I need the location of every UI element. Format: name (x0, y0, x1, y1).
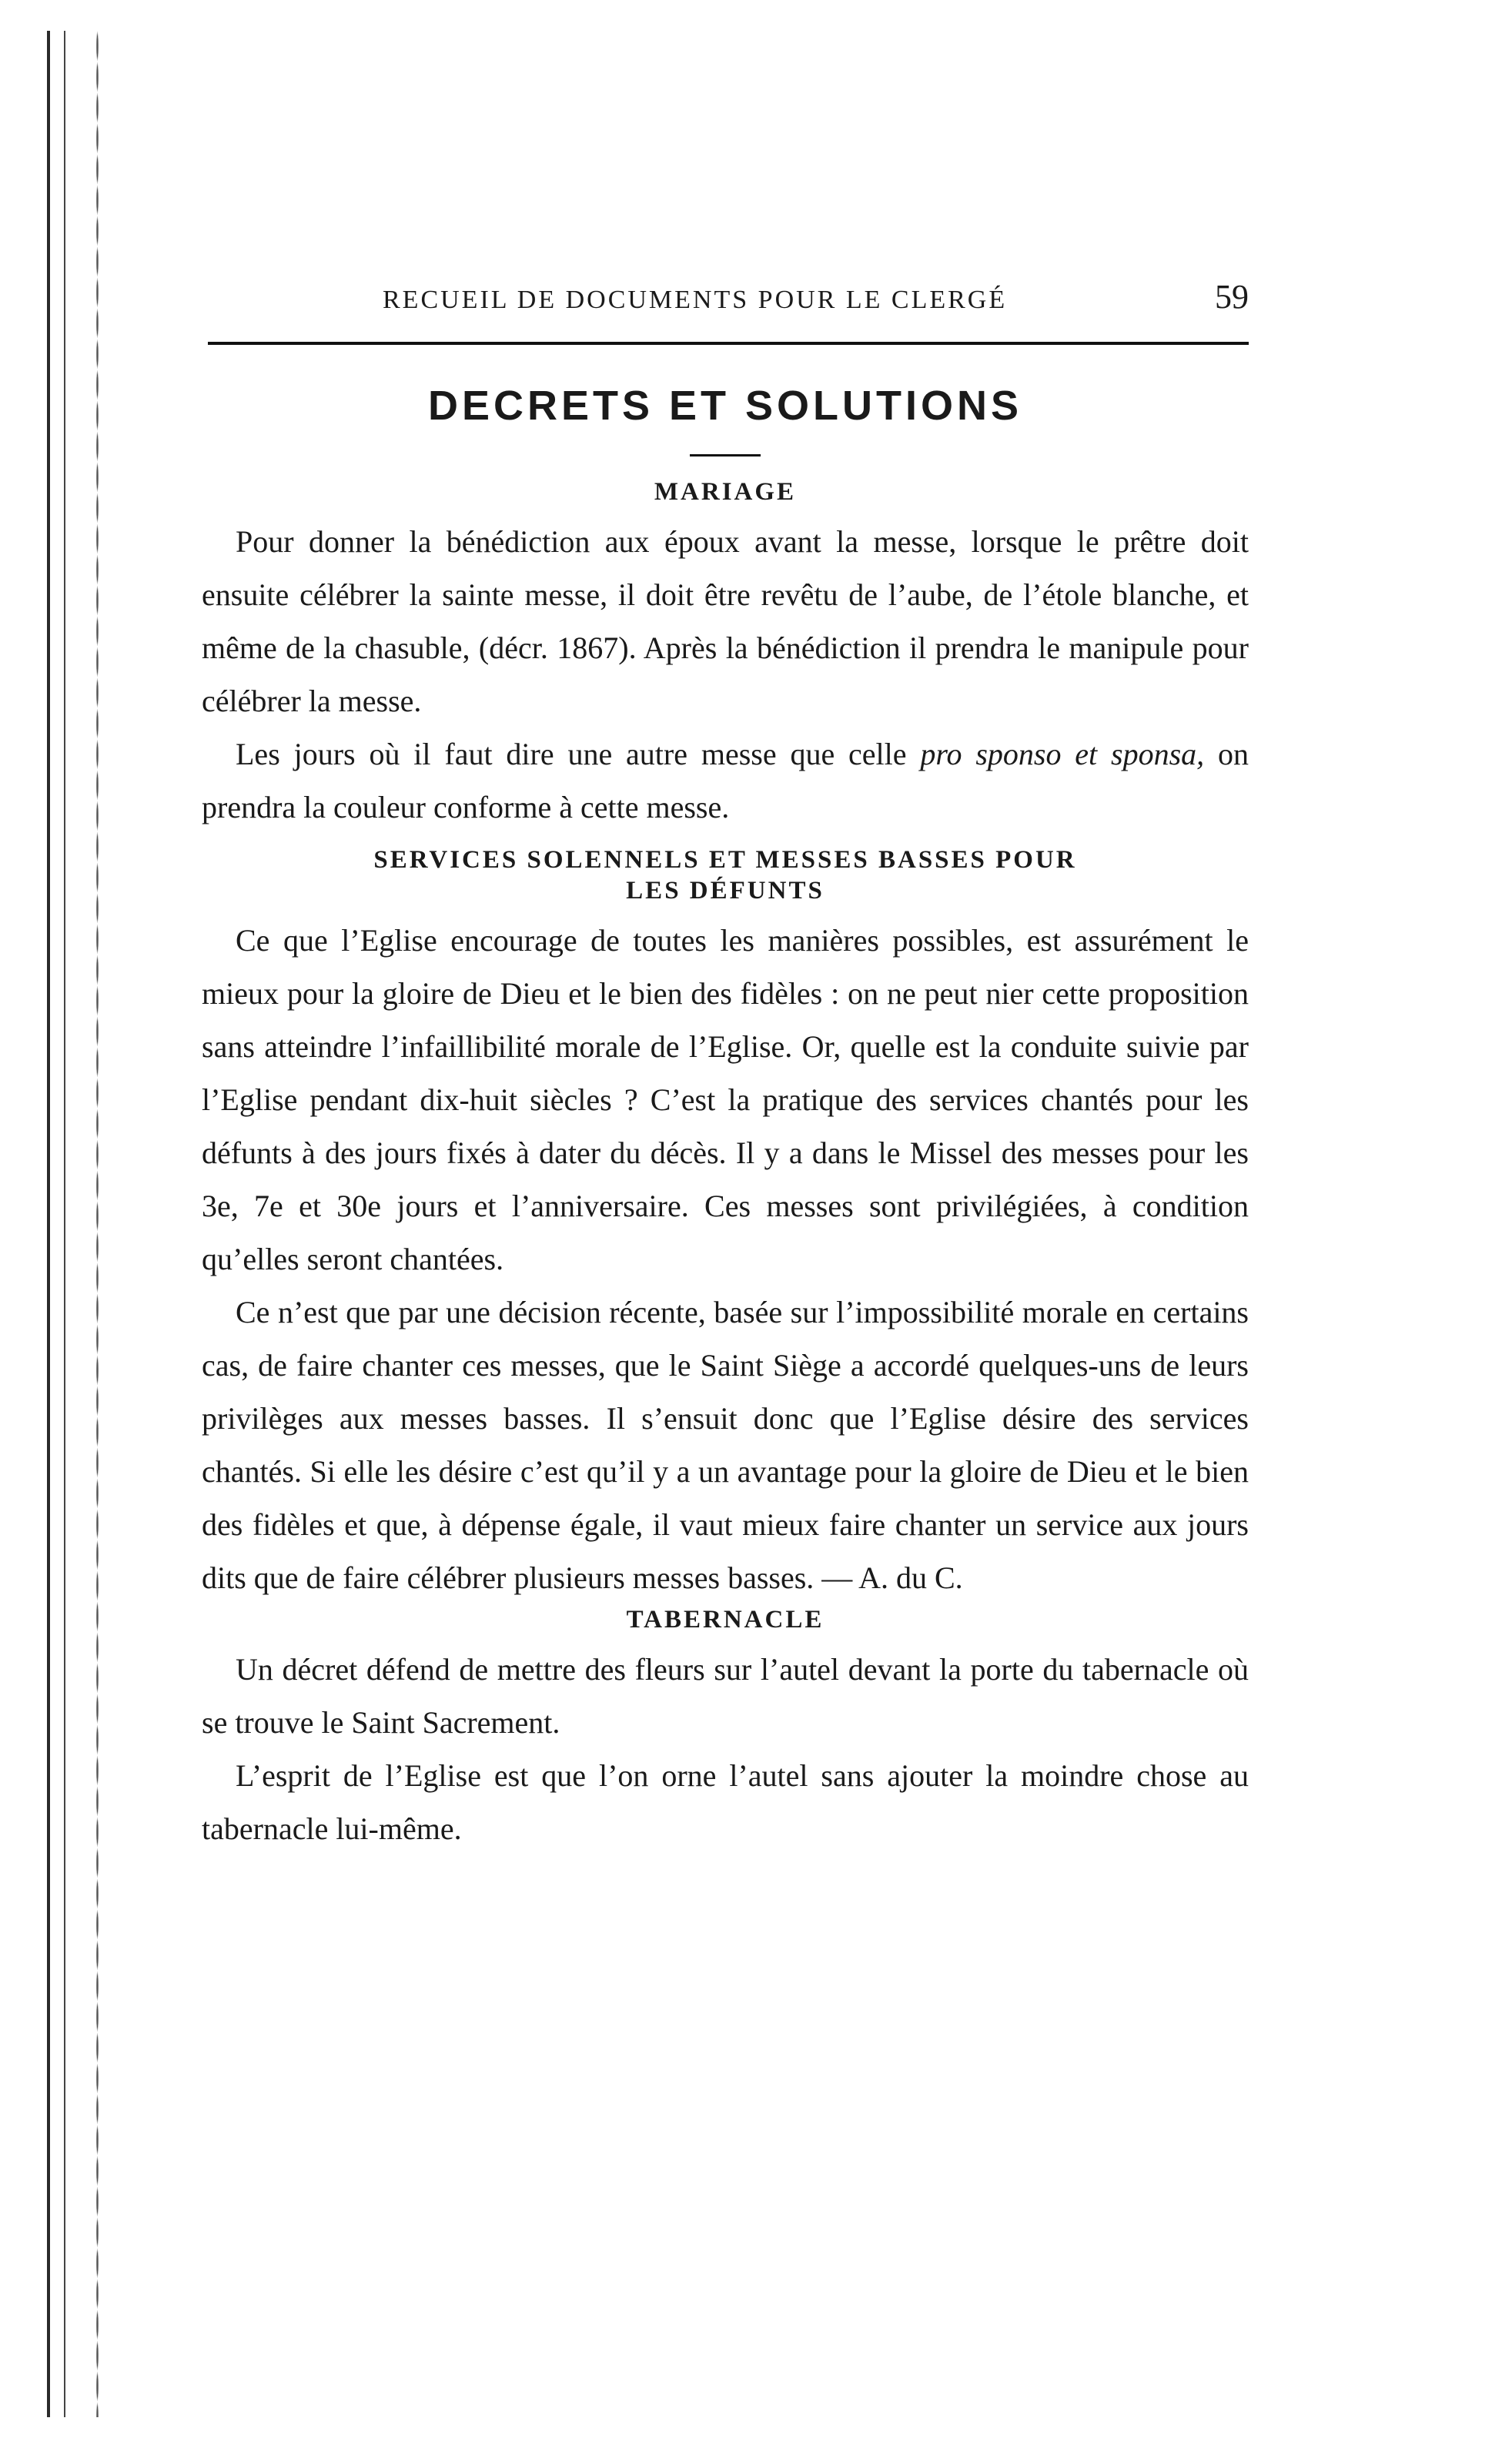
paragraph-text: Les jours où il faut dire une autre messe que celle (236, 737, 921, 771)
section-heading-tabernacle: TABERNACLE (626, 1606, 825, 1634)
section-mariage (202, 477, 1249, 834)
page (202, 277, 1249, 1855)
paragraph-italic: pro sponso et sponsa, (920, 737, 1205, 771)
title-rule (690, 454, 761, 456)
section-heading-services (202, 844, 1249, 906)
binding-edge (42, 31, 112, 2417)
running-head (202, 277, 1249, 331)
binding-line (47, 31, 50, 2417)
paragraph: L’esprit de l’Eglise est que l’on orne l’autel sans ajouter la moindre chose au tabernacle lui-même. (202, 1758, 1249, 1846)
paragraph-text: on prendra la couleur conforme à cette messe. (202, 737, 1249, 824)
main-title: DECRETS ET SOLUTIONS (427, 383, 1023, 429)
binding-line (64, 31, 65, 2417)
heading-line: LES DÉFUNTS (626, 877, 825, 905)
header-rule (208, 342, 1249, 345)
paragraph: Pour donner la bénédiction aux époux avant la messe, lorsque le prêtre doit ensuite célébrer la sainte messe, il doit être revêtu de l’aube, de l’étole blanche, et même de la chasuble, (décr. 1867). Après la bénédiction il prendra le manipule pour célébrer la messe. (202, 524, 1249, 718)
paragraph: Ce n’est que par une décision récente, basée sur l’impossibilité morale en certains cas, de faire chanter ces messes, que le Saint Siège a accordé quelques-uns de leurs privilèges aux messes basses. Il s’ensuit donc que l’Eglise désire des services chantés. Si elle les désire c’est qu’il y a un avantage pour la gloire de Dieu et le bien des fidèles et que, à dépense égale, il vaut mieux faire chanter un service aux jours dits que de faire célébrer plusieurs messes basses. — A. du C. (202, 1295, 1249, 1595)
heading-line: SERVICES SOLENNELS ET MESSES BASSES POUR (373, 846, 1077, 874)
section-heading-mariage: MARIAGE (654, 478, 797, 506)
running-title: RECUEIL DE DOCUMENTS POUR LE CLERGÉ (383, 286, 1008, 314)
page-number: 59 (1215, 278, 1249, 316)
paragraph (202, 727, 1249, 834)
binding-dots (96, 31, 99, 2417)
paragraph: Ce que l’Eglise encourage de toutes les manières possibles, est assurément le mieux pour la gloire de Dieu et le bien des fidèles : on ne peut nier cette proposition sans atteindre l’infaillibilité morale de l’Eglise. Or, quelle est la conduite suivie par l’Eglise pendant dix-huit siècles ? C’est la pratique des services chantés pour les défunts à des jours fixés à dater du décès. Il y a dans le Missel des messes pour les 3e, 7e et 30e jours et l’anniversaire. Ces messes sont privilégiées, à condition qu’elles seront chantées. (202, 923, 1249, 1276)
paragraph: Un décret défend de mettre des fleurs sur l’autel devant la porte du tabernacle où se trouve le Saint Sacrement. (202, 1652, 1249, 1740)
section-tabernacle (202, 1604, 1249, 1855)
section-services (202, 844, 1249, 1604)
